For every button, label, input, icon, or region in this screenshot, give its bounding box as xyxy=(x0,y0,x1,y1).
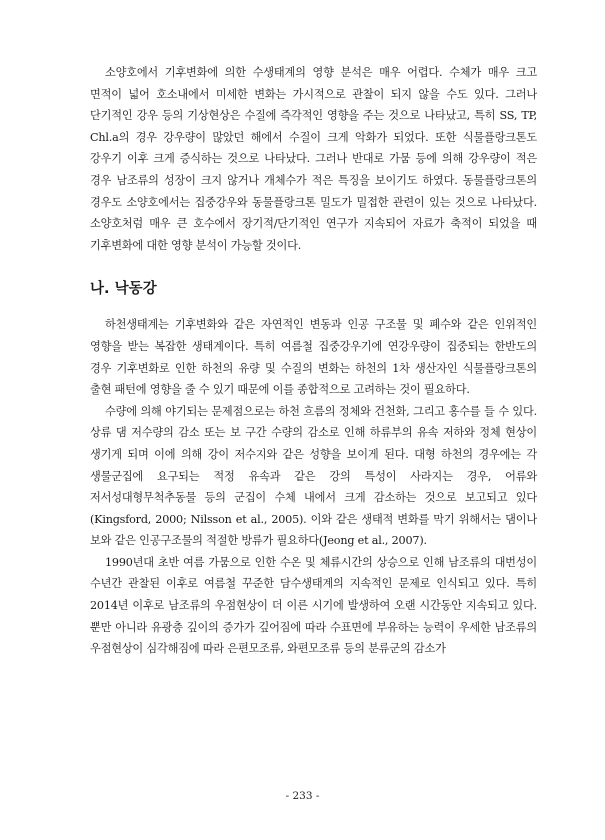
page-number: - 233 - xyxy=(285,790,320,802)
paragraph-soyang-summary: 소양호에서 기후변화에 의한 수생태계의 영향 분석은 매우 어렵다. 수체가 매우 크고 면적이 넓어 호소내에서 미세한 변화는 가시적으로 관찰이 되지 않을 수도 있다. 그러나 단기적인 강우 등의 기상현상은 수질에 즉각적인 영향을 주는 것으로 나타났고, 특히 SS, TP, Chl.a의 경우 강우량이 많았던 해에서 수질이 크게 악화가 되었다. 또한 식물플랑크톤도 강우기 이후 크게 증식하는 것으로 나타났다. 그러나 반대로 가뭄 등에 의해 강우량이 적은 경우 남조류의 성장이 크지 않거나 개체수가 적은 특징을 보이기도 하였다. 동물플랑크톤의 경우도 소양호에서는 집중강우와 동물플랑크톤 밀도가 밀접한 관련이 있는 것으로 나타났다. 소양호처럼 매우 큰 호수에서 장기적/단기적인 연구가 지속되어 자료가 축적이 되었을 때 기후변화에 대한 영향 분석이 가능할 것이다. xyxy=(90,66,537,252)
paragraph-river-ecosystem: 하천생태계는 기후변화와 같은 자연적인 변동과 인공 구조물 및 폐수와 같은 인위적인 영향을 받는 복잡한 생태계이다. 특히 여름철 집중강우기에 연강우량이 집중되는 한반도의 경우 기후변화로 인한 하천의 유량 및 수질의 변화는 하천의 1차 생산자인 식물플랑크톤의 출현 패턴에 영향을 줄 수 있기 때문에 이를 종합적으로 고려하는 것이 필요하다. xyxy=(90,318,537,397)
page-body xyxy=(90,62,537,660)
paragraph-water-quantity: 수량에 의해 야기되는 문제점으로는 하천 흐름의 정체와 건천화, 그리고 홍수를 들 수 있다. 상류 댐 저수량의 감소 또는 보 구간 수량의 감소로 인해 하류부의 유속 저하와 정체 현상이 생기게 되며 이에 의해 강이 저수지와 같은 성향을 보이게 된다. 대형 하천의 경우에는 각 생물군집에 요구되는 적정 유속과 같은 강의 특성이 사라지는 경우, 어류와 저서성대형무척추동물 등의 군집이 수체 내에서 크게 감소하는 것으로 보고되고 있다 (Kingsford, 2000; Nilsson et al., 2005). 이와 같은 생태적 변화를 막기 위해서는 댐이나 보와 같은 인공구조물의 적절한 방류가 필요하다(Jeong et al., 2007). xyxy=(90,404,537,548)
section-heading-nakdong: 나. 낙동강 xyxy=(90,281,157,298)
paragraph-cyanobacteria: 1990년대 초반 여름 가뭄으로 인한 수온 및 체류시간의 상승으로 인해 남조류의 대번성이 수년간 관찰된 이후로 여름철 꾸준한 담수생태계의 지속적인 문제로 인식되고 있다. 특히 2014년 이후로 남조류의 우점현상이 더 이른 시기에 발생하여 오랜 시간동안 지속되고 있다. 뿐만 아니라 유광층 깊이의 증가가 깊어짐에 따라 수표면에 부유하는 능력이 우세한 남조류의 우점현상이 심각해짐에 따라 은편모조류, 와편모조류 등의 분류군의 감소가 xyxy=(90,555,537,656)
